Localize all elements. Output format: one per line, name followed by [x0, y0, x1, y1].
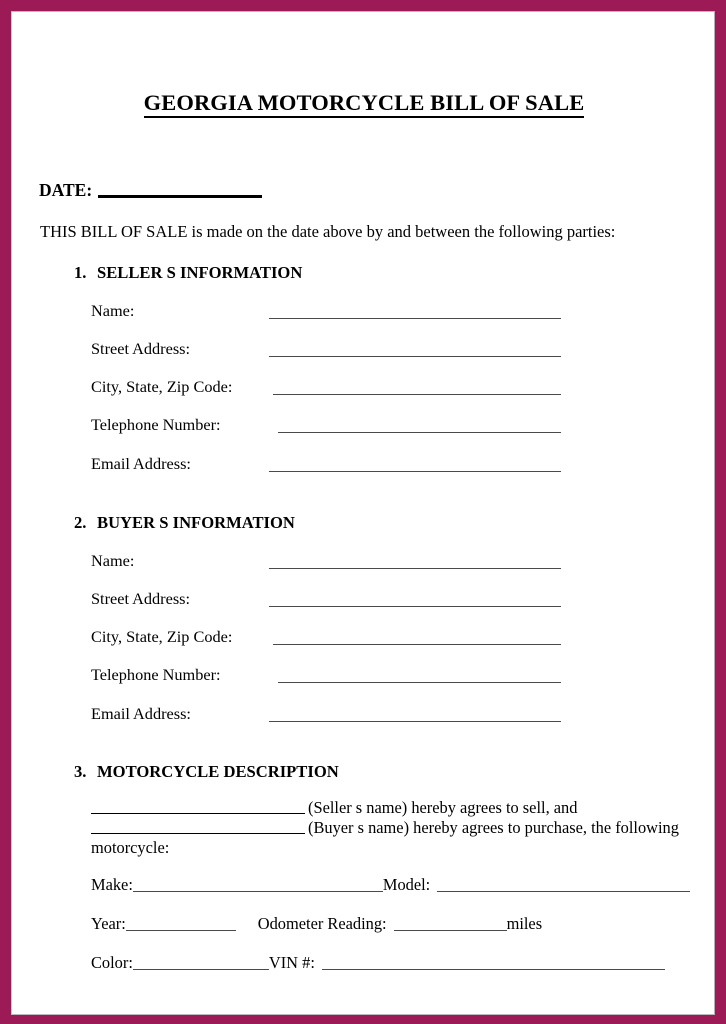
make-input-rule[interactable]: [133, 890, 383, 892]
seller-email-label: Email Address:: [91, 454, 191, 473]
page-title-text: GEORGIA MOTORCYCLE BILL OF SALE: [144, 90, 585, 118]
buyer-email-label: Email Address:: [91, 704, 191, 723]
buyer-field-city-state-zip: [91, 627, 561, 649]
color-label: Color:: [91, 953, 133, 972]
buyer-street-label: Street Address:: [91, 589, 191, 608]
seller-city-label: City, State, Zip Code:: [91, 377, 233, 396]
seller-field-email: [91, 454, 561, 476]
seller-city-input-rule[interactable]: [273, 393, 561, 395]
vehicle-row-year-odometer: [91, 914, 542, 934]
make-label: Make:: [91, 875, 133, 894]
vehicle-row-make-model: [91, 875, 690, 895]
odometer-unit-label: miles: [506, 914, 543, 933]
buyer-field-street: [91, 589, 561, 611]
seller-telephone-label: Telephone Number:: [91, 415, 221, 434]
buyer-city-input-rule[interactable]: [273, 643, 561, 645]
seller-telephone-input-rule[interactable]: [278, 431, 561, 433]
buyer-name-blank-rule[interactable]: [91, 832, 305, 834]
seller-street-label: Street Address:: [91, 339, 191, 358]
seller-name-fill-line: [91, 798, 706, 818]
buyer-telephone-input-rule[interactable]: [278, 681, 561, 683]
section-number-3: 3.: [74, 762, 87, 781]
buyer-name-label: Name:: [91, 551, 135, 570]
section-title-1: SELLER S INFORMATION: [97, 263, 303, 282]
odometer-label: Odometer Reading:: [257, 914, 387, 933]
buyer-name-input-rule[interactable]: [269, 567, 561, 569]
motorcycle-agreement-paragraph: [91, 798, 706, 858]
vehicle-row-color-vin: [91, 953, 665, 973]
section-title-2: BUYER S INFORMATION: [97, 513, 295, 532]
seller-field-name: [91, 301, 561, 323]
date-input-rule[interactable]: [98, 194, 262, 198]
buyer-city-label: City, State, Zip Code:: [91, 627, 233, 646]
buyer-name-fill-line: [91, 818, 706, 838]
motorcycle-closing-word: motorcycle:: [91, 838, 170, 857]
vin-label: VIN #:: [268, 953, 315, 972]
seller-field-city-state-zip: [91, 377, 561, 399]
document-sheet: [11, 11, 715, 1015]
buyer-agreement-text: (Buyer s name) hereby agrees to purchase, the following: [308, 818, 679, 837]
model-label: Model:: [382, 875, 431, 894]
seller-street-input-rule[interactable]: [269, 355, 561, 357]
year-label: Year:: [91, 914, 126, 933]
date-label: DATE:: [39, 180, 93, 200]
color-input-rule[interactable]: [133, 968, 269, 970]
section-number-2: 2.: [74, 513, 87, 532]
date-field-row: [39, 180, 262, 201]
buyer-field-telephone: [91, 665, 561, 687]
buyer-field-name: [91, 551, 561, 573]
seller-field-telephone: [91, 415, 561, 437]
section-heading-buyer: [74, 513, 295, 533]
vin-input-rule[interactable]: [322, 968, 665, 970]
seller-email-input-rule[interactable]: [269, 470, 561, 472]
section-heading-seller: [74, 263, 302, 283]
model-input-rule[interactable]: [437, 890, 690, 892]
seller-name-input-rule[interactable]: [269, 317, 561, 319]
section-heading-motorcycle: [74, 762, 339, 782]
buyer-email-input-rule[interactable]: [269, 720, 561, 722]
document-body: [12, 12, 715, 1014]
buyer-street-input-rule[interactable]: [269, 605, 561, 607]
seller-name-label: Name:: [91, 301, 135, 320]
seller-field-street: [91, 339, 561, 361]
seller-name-blank-rule[interactable]: [91, 812, 305, 814]
buyer-field-email: [91, 704, 561, 726]
seller-agreement-text: (Seller s name) hereby agrees to sell, and: [308, 798, 578, 817]
year-input-rule[interactable]: [126, 929, 236, 931]
odometer-input-rule[interactable]: [394, 929, 507, 931]
intro-paragraph: THIS BILL OF SALE is made on the date above by and between the following parties:: [40, 222, 616, 241]
section-number-1: 1.: [74, 263, 87, 282]
page-title: [12, 90, 715, 116]
section-title-3: MOTORCYCLE DESCRIPTION: [97, 762, 339, 781]
buyer-telephone-label: Telephone Number:: [91, 665, 221, 684]
